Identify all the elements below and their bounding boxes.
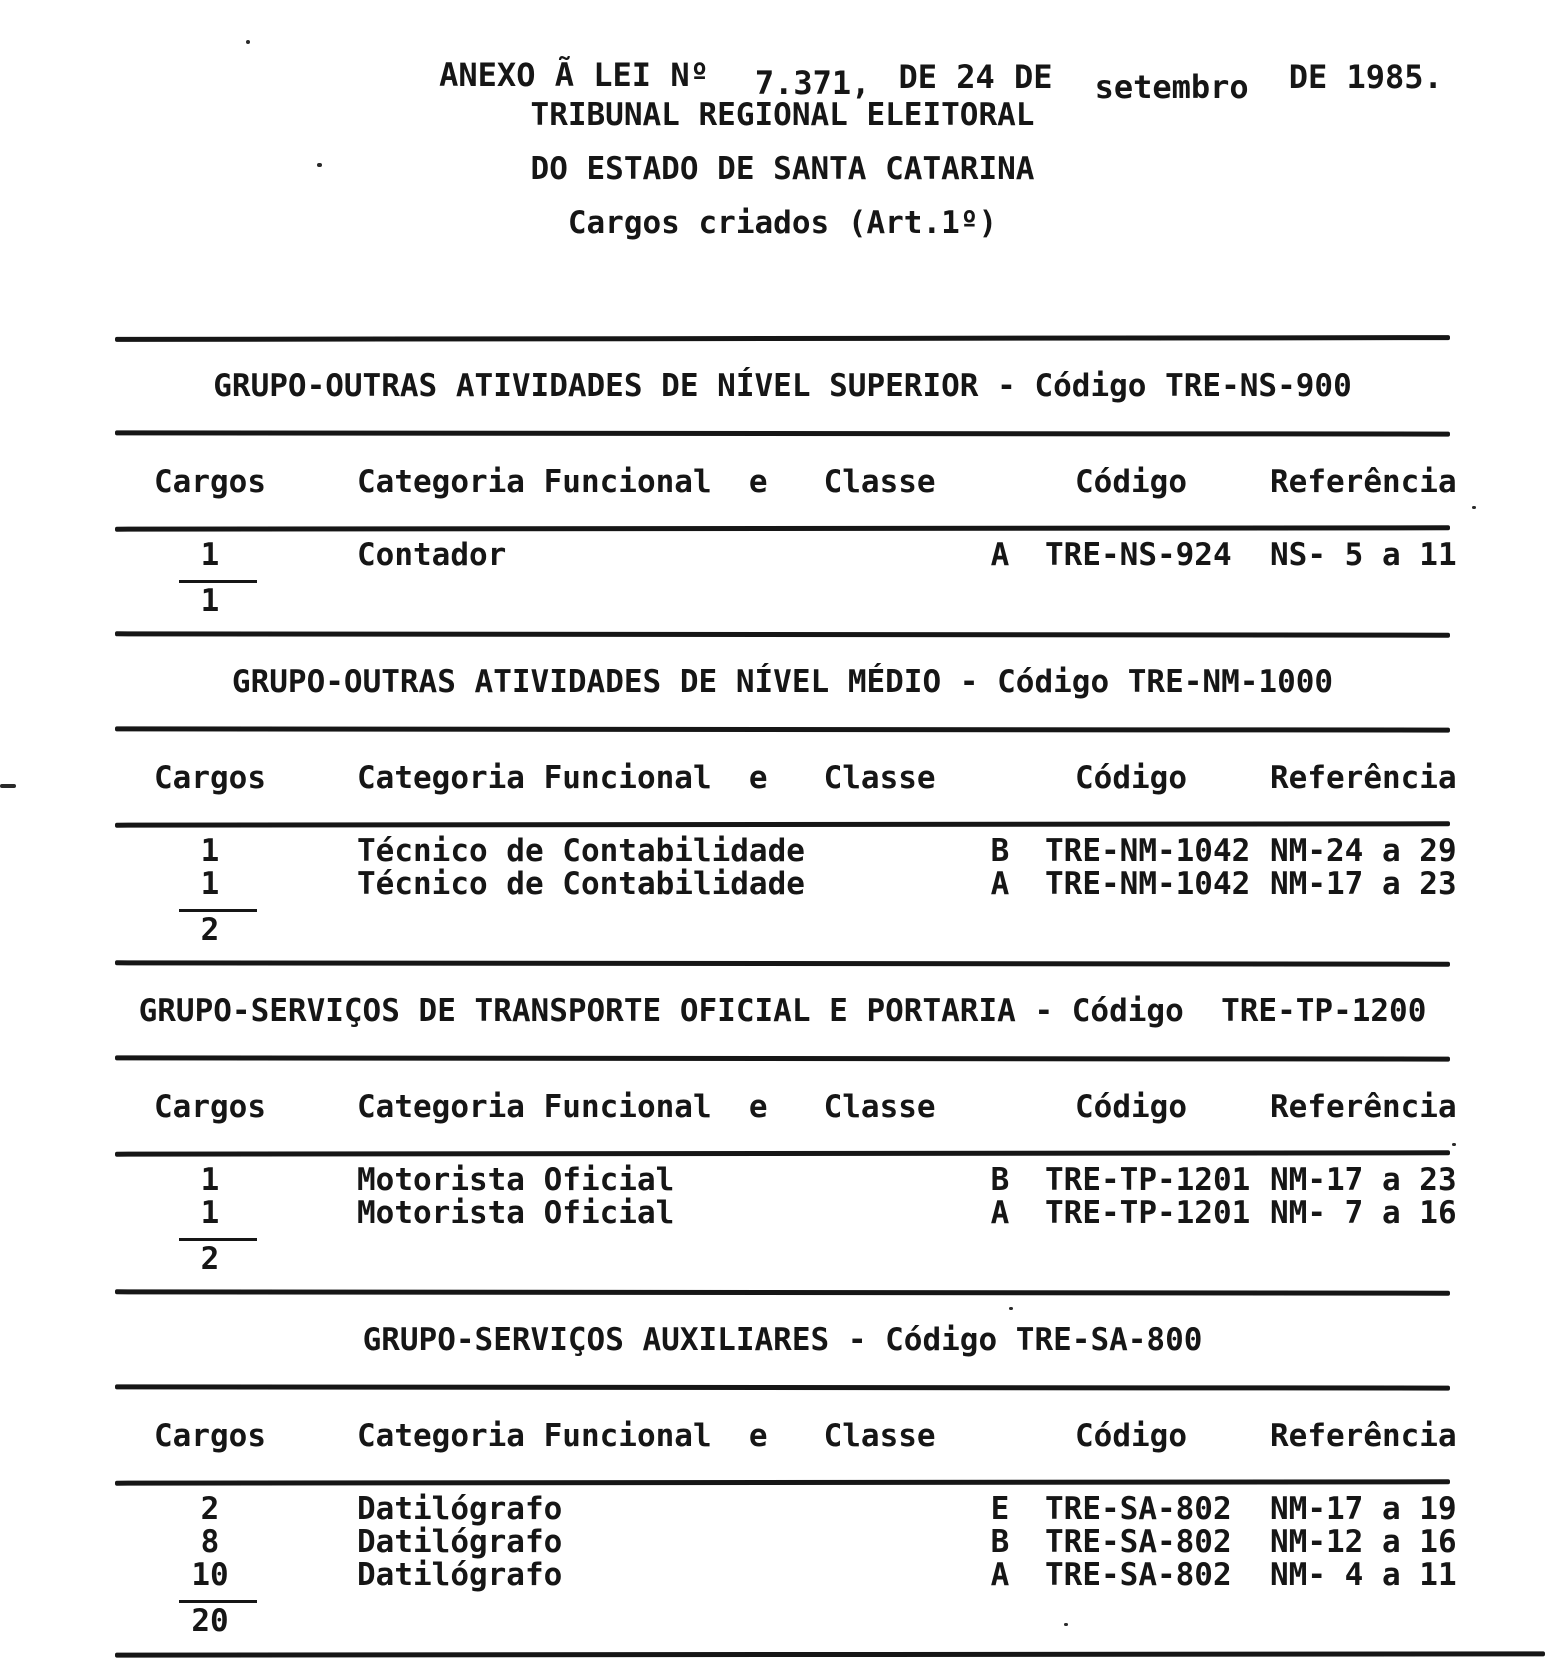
table-row: [115, 537, 1457, 573]
scan-speck: [317, 163, 322, 167]
column-header-row: [115, 1089, 1457, 1125]
column-header-codigo: Código: [1075, 1418, 1187, 1454]
divider: [115, 1384, 1450, 1390]
classe-cell: E: [990, 1491, 1010, 1527]
cargos-cell: 1: [200, 537, 220, 573]
column-header-codigo: Código: [1075, 464, 1187, 500]
divider: [115, 726, 1450, 732]
cargos-cell: 1: [200, 866, 220, 902]
classe-cell: A: [990, 537, 1010, 573]
table-row: [115, 1491, 1457, 1527]
categoria-cell: Técnico de Contabilidade: [357, 866, 805, 902]
law-title-line: [285, 18, 1450, 106]
divider: [115, 960, 1450, 966]
column-header-row: [115, 464, 1457, 500]
divider: [115, 430, 1450, 436]
referencia-cell: NS- 5 a 11: [1270, 537, 1457, 573]
group-title: GRUPO-SERVIÇOS AUXILIARES - Código TRE-SA-800: [362, 1322, 1203, 1358]
divider: [115, 1289, 1450, 1295]
law-title-prefix: ANEXO Ã LEI Nº: [439, 56, 709, 94]
classe-cell: A: [990, 1195, 1010, 1231]
group-title: GRUPO-OUTRAS ATIVIDADES DE NÍVEL SUPERIOR - Código TRE-NS-900: [213, 368, 1352, 404]
column-header-codigo: Código: [1075, 1089, 1187, 1125]
column-header-referencia: Referência: [1270, 760, 1457, 796]
cargos-cell: 8: [200, 1524, 220, 1560]
scan-speck: [1452, 1143, 1456, 1146]
table-rows: [115, 537, 1457, 573]
column-header-referencia: Referência: [1270, 1089, 1457, 1125]
column-header-categoria-classe: Categoria Funcional e Classe: [357, 464, 936, 500]
divider: [115, 821, 1450, 827]
divider: [115, 335, 1450, 342]
classe-cell: A: [990, 1557, 1010, 1593]
categoria-cell: Datilógrafo: [357, 1524, 563, 1560]
divider: [115, 1651, 1545, 1657]
group-section-transporte-portaria: [115, 992, 1457, 1277]
table-row: [115, 1195, 1457, 1231]
org-name-line1: TRIBUNAL REGIONAL ELEITORAL: [530, 97, 1035, 133]
scan-speck: [1472, 506, 1476, 509]
table-row: [115, 1557, 1457, 1593]
column-header-codigo: Código: [1075, 760, 1187, 796]
scan-speck: [246, 40, 250, 44]
scan-speck: [0, 784, 16, 788]
categoria-cell: Técnico de Contabilidade: [357, 833, 805, 869]
column-header-categoria-classe: Categoria Funcional e Classe: [357, 1089, 936, 1125]
categoria-cell: Datilógrafo: [357, 1557, 563, 1593]
classe-cell: B: [990, 1524, 1010, 1560]
law-date-part: DE 24 DE: [898, 58, 1053, 96]
divider: [115, 631, 1450, 637]
table-rows: [115, 1162, 1457, 1231]
referencia-cell: NM- 4 a 11: [1270, 1557, 1457, 1593]
law-number: 7.371,: [754, 64, 871, 102]
group-title: GRUPO-SERVIÇOS DE TRANSPORTE OFICIAL E PORTARIA - Código TRE-TP-1200: [138, 993, 1427, 1029]
law-year: DE 1985.: [1288, 58, 1443, 96]
table-rows: [115, 833, 1457, 902]
column-header-row: [115, 1418, 1457, 1454]
divider: [115, 1479, 1450, 1485]
codigo-cell: TRE-TP-1201: [1045, 1162, 1251, 1198]
group-total: 2: [200, 1241, 220, 1277]
codigo-cell: TRE-NM-1042: [1045, 866, 1251, 902]
divider: [115, 525, 1450, 531]
table-row: [115, 1162, 1457, 1198]
column-header-categoria-classe: Categoria Funcional e Classe: [357, 1418, 936, 1454]
categoria-cell: Contador: [357, 537, 507, 573]
law-month: setembro: [1094, 68, 1249, 106]
categoria-cell: Datilógrafo: [357, 1491, 563, 1527]
column-header-cargos: Cargos: [154, 760, 266, 796]
group-section-nivel-superior: [115, 367, 1457, 619]
table-rows: [115, 1491, 1457, 1593]
cargos-cell: 2: [200, 1491, 220, 1527]
codigo-cell: TRE-SA-802: [1045, 1557, 1232, 1593]
group-section-nivel-medio: [115, 663, 1457, 948]
codigo-cell: TRE-SA-802: [1045, 1524, 1232, 1560]
org-name-line2: DO ESTADO DE SANTA CATARINA: [530, 151, 1035, 187]
codigo-cell: TRE-SA-802: [1045, 1491, 1232, 1527]
column-header-cargos: Cargos: [154, 464, 266, 500]
referencia-cell: NM-17 a 23: [1270, 866, 1457, 902]
group-section-servicos-auxiliares: [115, 1321, 1457, 1639]
column-header-referencia: Referência: [1270, 1418, 1457, 1454]
referencia-cell: NM- 7 a 16: [1270, 1195, 1457, 1231]
tables-area: [115, 336, 1457, 1657]
group-title: GRUPO-OUTRAS ATIVIDADES DE NÍVEL MÉDIO - Código TRE-NM-1000: [231, 664, 1334, 700]
codigo-cell: TRE-NM-1042: [1045, 833, 1251, 869]
column-header-cargos: Cargos: [154, 1418, 266, 1454]
cargos-cell: 10: [191, 1557, 229, 1593]
referencia-cell: NM-17 a 19: [1270, 1491, 1457, 1527]
codigo-cell: TRE-TP-1201: [1045, 1195, 1251, 1231]
document-subtitle: Cargos criados (Art.1º): [567, 205, 998, 241]
referencia-cell: NM-24 a 29: [1270, 833, 1457, 869]
divider: [115, 1055, 1450, 1061]
column-header-cargos: Cargos: [154, 1089, 266, 1125]
scan-speck: [1009, 1307, 1013, 1310]
table-row: [115, 866, 1457, 902]
group-total: 20: [191, 1603, 229, 1639]
table-row: [115, 1524, 1457, 1560]
classe-cell: B: [990, 1162, 1010, 1198]
classe-cell: A: [990, 866, 1010, 902]
cargos-cell: 1: [200, 1162, 220, 1198]
group-total: 2: [200, 912, 220, 948]
divider: [115, 1150, 1450, 1156]
cargos-cell: 1: [200, 1195, 220, 1231]
referencia-cell: NM-12 a 16: [1270, 1524, 1457, 1560]
table-row: [115, 833, 1457, 869]
group-total: 1: [200, 583, 220, 619]
document-content: [115, 0, 1457, 1657]
column-header-referencia: Referência: [1270, 464, 1457, 500]
cargos-cell: 1: [200, 833, 220, 869]
categoria-cell: Motorista Oficial: [357, 1195, 675, 1231]
classe-cell: B: [990, 833, 1010, 869]
column-header-categoria-classe: Categoria Funcional e Classe: [357, 760, 936, 796]
referencia-cell: NM-17 a 23: [1270, 1162, 1457, 1198]
scan-speck: [1064, 1623, 1068, 1626]
column-header-row: [115, 760, 1457, 796]
codigo-cell: TRE-NS-924: [1045, 537, 1232, 573]
categoria-cell: Motorista Oficial: [357, 1162, 675, 1198]
title-block: [115, 0, 1450, 242]
